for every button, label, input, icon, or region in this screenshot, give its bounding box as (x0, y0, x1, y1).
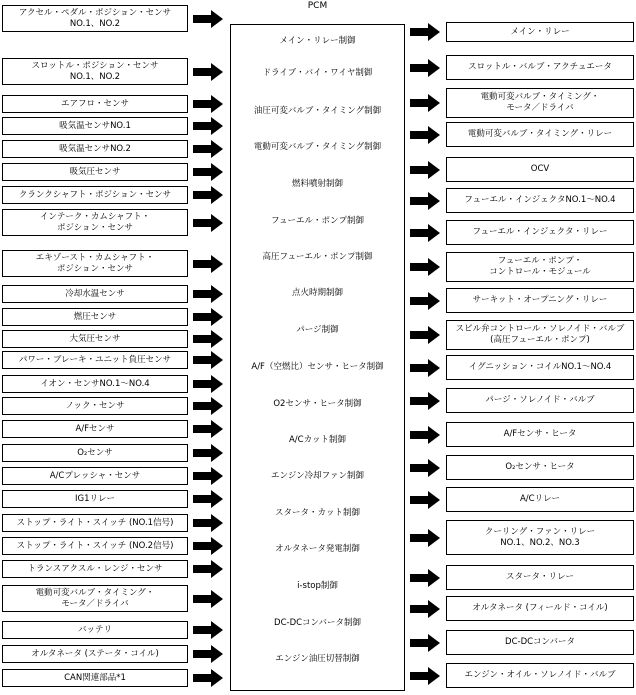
output-box: エンジン・オイル・ソレノイド・バルブ (446, 663, 634, 688)
input-arrow-icon (193, 621, 223, 639)
input-arrow-icon (193, 285, 223, 303)
output-box: A/Fセンサ・ヒータ (446, 422, 634, 447)
pcm-function: パージ制御 (296, 325, 339, 335)
output-arrow-icon (410, 59, 440, 77)
input-box: 大気圧センサ (2, 330, 188, 348)
input-box: 冷却水温センサ (2, 285, 188, 303)
pcm-function: ドライブ・バイ・ワイヤ制御 (262, 68, 373, 78)
pcm-function: 点火時期制御 (291, 288, 343, 298)
input-arrow-icon (193, 645, 223, 663)
input-arrow-icon (193, 308, 223, 326)
output-arrow-icon (410, 126, 440, 144)
input-box: アクセル・ペダル・ポジション・センサ NO.1、NO.2 (2, 5, 188, 32)
pcm-function: 油圧可変バルブ・タイミング制御 (253, 106, 382, 116)
output-arrow-icon (410, 359, 440, 377)
input-arrow-icon (193, 537, 223, 555)
output-box: サーキット・オープニング・リレー (446, 288, 634, 313)
pcm-function: 電動可変バルブ・タイミング制御 (253, 142, 382, 152)
output-box: スタータ・リレー (446, 565, 634, 590)
input-arrow-icon (193, 214, 223, 232)
input-box: パワー・ブレーキ・ユニット負圧センサ (2, 351, 188, 369)
output-arrow-icon (410, 161, 440, 179)
pcm-function: 高圧フューエル・ポンプ制御 (262, 252, 373, 262)
input-box: エキゾースト・カムシャフト・ ポジション・センサ (2, 250, 188, 277)
pcm-function: エンジン油圧切替制御 (275, 654, 360, 664)
pcm-function: 燃料噴射制御 (291, 179, 343, 189)
pcm-function: メイン・リレー制御 (279, 36, 356, 46)
input-arrow-icon (193, 590, 223, 608)
output-box: メイン・リレー (446, 22, 634, 42)
input-arrow-icon (193, 255, 223, 273)
input-box: ストップ・ライト・スイッチ (NO.1信号) (2, 514, 188, 532)
output-arrow-icon (410, 491, 440, 509)
input-arrow-icon (193, 140, 223, 158)
input-arrow-icon (193, 490, 223, 508)
output-arrow-icon (410, 634, 440, 652)
input-box: IG1リレー (2, 490, 188, 508)
pcm-function: オルタネータ発電制御 (275, 544, 360, 554)
pcm-function: スタータ・カット制御 (275, 508, 360, 518)
input-box: クランクシャフト・ポジション・センサ (2, 186, 188, 204)
output-arrow-icon (410, 667, 440, 685)
output-box: O₂センサ・ヒータ (446, 455, 634, 480)
output-arrow-icon (410, 326, 440, 344)
pcm-function: A/F（空燃比）センサ・ヒータ制御 (251, 362, 384, 372)
input-box: スロットル・ポジション・センサ NO.1、NO.2 (2, 58, 188, 85)
output-box: フューエル・インジェクタ・リレー (446, 220, 634, 245)
input-arrow-icon (193, 397, 223, 415)
output-box: A/Cリレー (446, 487, 634, 512)
input-box: インテーク・カムシャフト・ ポジション・センサ (2, 209, 188, 236)
output-arrow-icon (410, 23, 440, 41)
input-arrow-icon (193, 669, 223, 687)
output-box: 電動可変バルブ・タイミング・ モータ／ドライバ (446, 88, 634, 118)
pcm-function: エンジン冷却ファン制御 (271, 471, 364, 481)
input-arrow-icon (193, 467, 223, 485)
output-box: フューエル・ポンプ・ コントロール・モジュール (446, 252, 634, 282)
output-box: クーリング・ファン・リレー NO.1、NO.2、NO.3 (446, 520, 634, 555)
output-box: スロットル・バルブ・アクチュエータ (446, 55, 634, 80)
input-box: A/Cプレッシャ・センサ (2, 467, 188, 485)
input-box: O₂センサ (2, 444, 188, 462)
input-arrow-icon (193, 420, 223, 438)
pcm-function: DC-DCコンバータ制御 (274, 618, 361, 628)
input-box: A/Fセンサ (2, 420, 188, 438)
input-arrow-icon (193, 375, 223, 393)
output-arrow-icon (410, 258, 440, 276)
output-box: DC-DCコンバータ (446, 630, 634, 655)
pcm-title: PCM (307, 1, 328, 11)
pcm-block (230, 24, 405, 691)
output-arrow-icon (410, 459, 440, 477)
input-box: トランスアクスル・レンジ・センサ (2, 560, 188, 578)
pcm-function: A/Cカット制御 (288, 435, 347, 445)
output-arrow-icon (410, 426, 440, 444)
input-arrow-icon (193, 351, 223, 369)
input-box: バッテリ (2, 621, 188, 639)
input-arrow-icon (193, 560, 223, 578)
input-arrow-icon (193, 95, 223, 113)
output-arrow-icon (410, 392, 440, 410)
output-arrow-icon (410, 529, 440, 547)
input-box: 電動可変バルブ・タイミング・ モータ／ドライバ (2, 585, 188, 612)
input-arrow-icon (193, 63, 223, 81)
output-box: パージ・ソレノイド・バルブ (446, 388, 634, 413)
pcm-function: フューエル・ポンプ制御 (270, 216, 365, 226)
output-box: イグニッション・コイルNO.1〜NO.4 (446, 355, 634, 380)
input-arrow-icon (193, 444, 223, 462)
input-arrow-icon (193, 514, 223, 532)
input-box: 吸気温センサNO.1 (2, 117, 188, 135)
output-arrow-icon (410, 192, 440, 210)
input-box: ストップ・ライト・スイッチ (NO.2信号) (2, 537, 188, 555)
input-box: 吸気温センサNO.2 (2, 140, 188, 158)
input-arrow-icon (193, 330, 223, 348)
input-box: CAN関連部品*1 (2, 669, 188, 687)
input-box: ノック・センサ (2, 397, 188, 415)
input-box: 吸気圧センサ (2, 163, 188, 181)
output-arrow-icon (410, 94, 440, 112)
output-arrow-icon (410, 569, 440, 587)
pcm-function: i-stop制御 (297, 581, 338, 591)
output-box: OCV (446, 157, 634, 182)
output-box: フューエル・インジェクタNO.1〜NO.4 (446, 188, 634, 213)
output-box: オルタネータ (フィールド・コイル) (446, 596, 634, 621)
output-box: スピル弁コントロール・ソレノイド・バルブ (高圧フューエル・ポンプ) (446, 320, 634, 350)
output-arrow-icon (410, 224, 440, 242)
input-box: オルタネータ (ステータ・コイル) (2, 645, 188, 663)
input-arrow-icon (193, 186, 223, 204)
input-box: 燃圧センサ (2, 308, 188, 326)
output-arrow-icon (410, 600, 440, 618)
input-arrow-icon (193, 163, 223, 181)
input-arrow-icon (193, 117, 223, 135)
input-arrow-icon (193, 10, 223, 28)
input-box: イオン・センサNO.1〜NO.4 (2, 375, 188, 393)
output-arrow-icon (410, 292, 440, 310)
pcm-function: O2センサ・ヒータ制御 (273, 399, 362, 409)
output-box: 電動可変バルブ・タイミング・リレー (446, 122, 634, 147)
input-box: エアフロ・センサ (2, 95, 188, 113)
